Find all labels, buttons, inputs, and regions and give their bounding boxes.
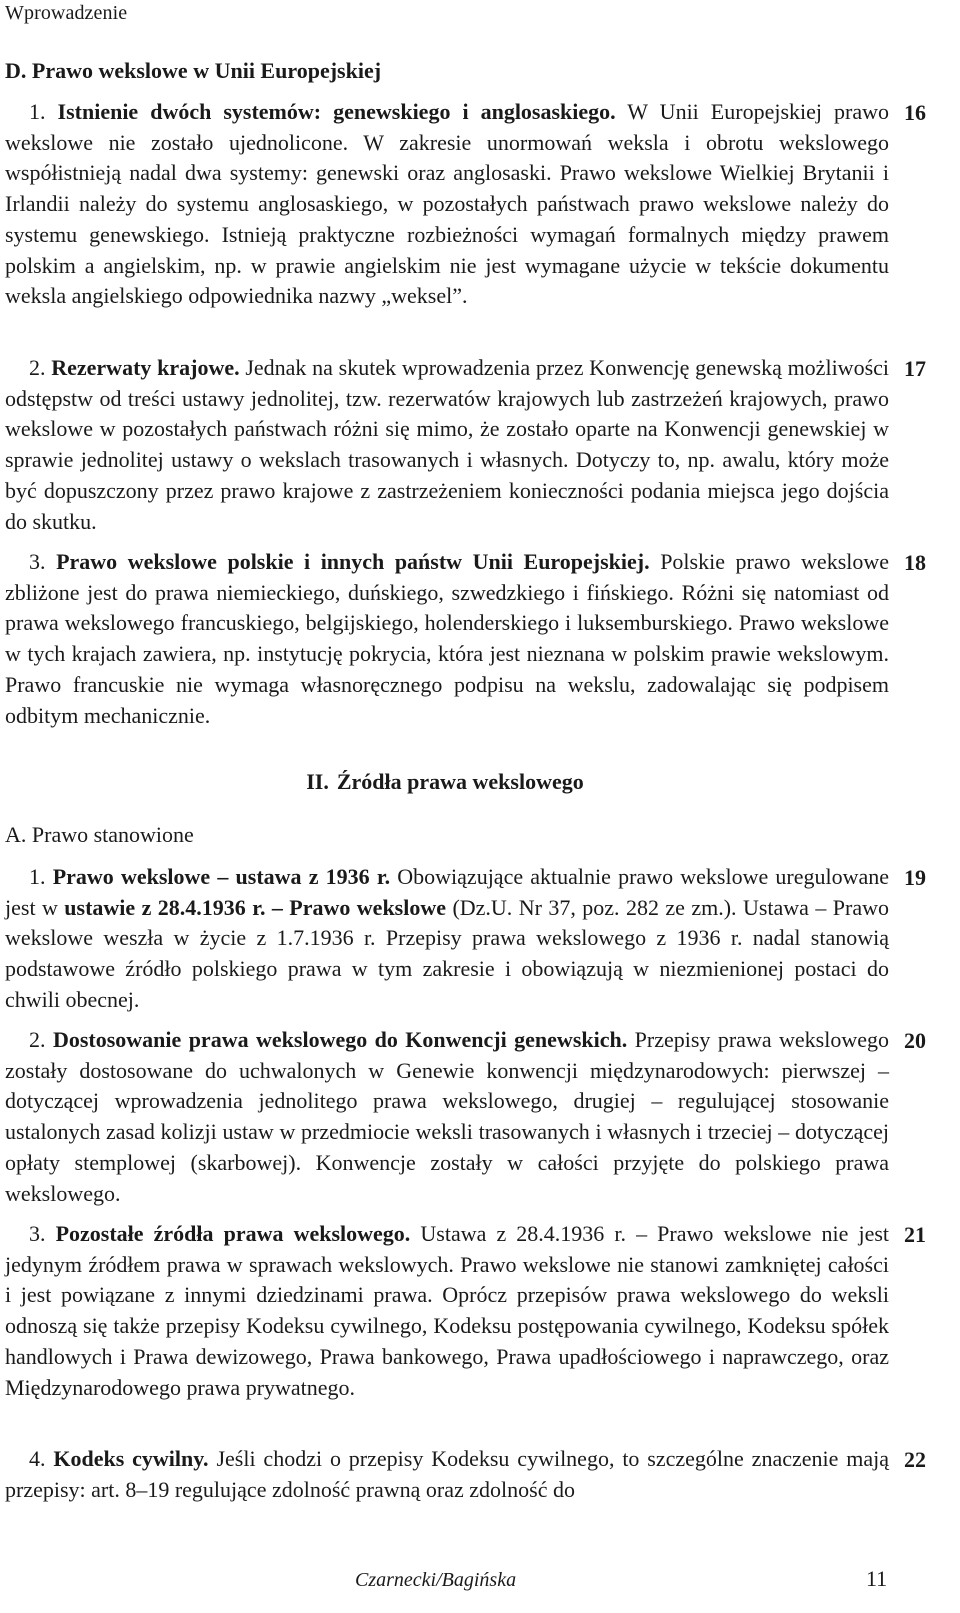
paragraph-heading: Kodeks cywilny. bbox=[53, 1446, 209, 1471]
margin-number-20: 20 bbox=[904, 1028, 926, 1053]
paragraph-text: Polskie prawo wekslowe zbliżone jest do prawa niemieckiego, duńskiego, szwedzkiego i fińskiego. Różni się natomiast od prawa wekslowego francuskiego, belgijskiego, holenderskiego i luksemburskiego. Prawo wekslowe w tych krajach zawiera, np. instytucję pokrycia, która jest nieznana w polskim prawie wekslowym. Prawo francuskie nie wymaga własnoręcznego podpisu na wekslu, zadowalając się podpisem odbitym mechanicznie. bbox=[5, 549, 890, 728]
running-header: Wprowadzenie bbox=[5, 2, 128, 24]
footer-authors: Czarnecki/Bagińska bbox=[355, 1569, 517, 1591]
paragraph-number: 2. bbox=[29, 355, 46, 380]
paragraph-20 bbox=[5, 1025, 889, 1209]
paragraph-heading: Rezerwaty krajowe. bbox=[51, 355, 240, 380]
paragraph-text: Ustawa z 28.4.1936 r. – Prawo wekslowe nie jest jedynym źródłem prawa w sprawach wekslowych. Prawo wekslowe nie stanowi zamkniętej całości i jest powiązane z innymi dziedzinami prawa. Oprócz przepisów prawa wekslowego do weksli odnoszą się także przepisy Kodeksu cywilnego, Kodeksu postępowania cywilnego, Kodeksu spółek handlowych i Prawa dewizowego, Prawa bankowego, Prawa upadłościowego i naprawczego, oraz Międzynarodowego prawa prywatnego. bbox=[5, 1221, 890, 1400]
paragraph-number: 1. bbox=[29, 99, 46, 124]
paragraph-number: 1. bbox=[29, 864, 46, 889]
section-title: D. Prawo wekslowe w Unii Europejskiej bbox=[5, 58, 382, 83]
margin-number-21: 21 bbox=[904, 1222, 926, 1247]
paragraph-text: Obowiązujące aktualnie prawo wekslowe uregulowane jest w bbox=[5, 864, 890, 920]
paragraph-text: W Unii Europejskiej prawo wekslowe nie zostało ujednolicone. W zakresie unormowań weksla i obrotu wekslowego współistnieją nadal dwa systemy: genewski oraz anglosaski. Prawo wekslowe Wielkiej Brytanii i Irlandii należy do systemu anglosaskiego, w pozostałych państwach prawo wekslowe należy do systemu genewskiego. Istnieją praktyczne rozbieżności wymagań formalnych między prawem polskim a angielskim, np. w prawie angielskim nie jest wymagane użycie w tekście dokumentu weksla angielskiego odpowiednika nazwy „weksel”. bbox=[5, 99, 889, 309]
paragraph-number: 3. bbox=[29, 1221, 46, 1246]
statute-reference: ustawie z 28.4.1936 r. – Prawo wekslowe bbox=[64, 894, 447, 920]
paragraph-number: 3. bbox=[29, 549, 46, 574]
paragraph-text-cont: (Dz.U. Nr 37, poz. 282 ze zm.). Ustawa – Prawo wekslowe weszła w życie z 1.7.1936 r. Przepisy prawa wekslowego z 1936 r. nadal stanowią podstawowe źródło polskiego prawa w tym zakresie i obowiązują w niezmienionej postaci do chwili obecnej. bbox=[5, 894, 889, 1012]
paragraph-text: Przepisy prawa wekslowego zostały dostosowane do uchwalonych w Genewie konwencji międzynarodowych: pierwszej – dotyczącej wprowadzenia jednolitego prawa wekslowego, drugiej – regulującej stosowanie ustalonych zasad kolizji ustaw w przedmiocie weksli trasowanych i własnych i trzeciej – dotyczącej opłaty stemplowej (skarbowej). Konwencje zostały w całości przyjęte do polskiego prawa wekslowego. bbox=[5, 1027, 890, 1206]
margin-number-19: 19 bbox=[904, 865, 926, 890]
chapter-title: Źródła prawa wekslowego bbox=[336, 769, 584, 794]
subsection-heading: A. Prawo stanowione bbox=[5, 822, 194, 847]
paragraph-heading: Prawo wekslowe polskie i innych państw Unii Europejskiej. bbox=[56, 549, 650, 574]
paragraph-17 bbox=[5, 353, 889, 537]
margin-number-22: 22 bbox=[904, 1447, 926, 1472]
chapter-number: II. bbox=[306, 769, 329, 794]
chapter-heading bbox=[0, 769, 890, 795]
paragraph-heading: Istnienie dwóch systemów: genewskiego i anglosaskiego. bbox=[57, 99, 616, 124]
margin-number-18: 18 bbox=[904, 550, 926, 575]
paragraph-18 bbox=[5, 547, 889, 731]
paragraph-21 bbox=[5, 1219, 889, 1403]
page-number: 11 bbox=[866, 1566, 888, 1591]
paragraph-16 bbox=[5, 97, 889, 312]
margin-number-17: 17 bbox=[904, 356, 926, 381]
paragraph-22 bbox=[5, 1444, 889, 1505]
paragraph-19 bbox=[5, 862, 889, 1016]
paragraph-heading: Prawo wekslowe – ustawa z 1936 r. bbox=[52, 864, 391, 889]
paragraph-heading: Pozostałe źródła prawa wekslowego. bbox=[55, 1221, 411, 1246]
margin-number-16: 16 bbox=[904, 100, 926, 125]
paragraph-text: Jeśli chodzi o przepisy Kodeksu cywilnego, to szczególne znaczenie mają przepisy: art. 8–19 regulujące zdolność prawną oraz zdolność do bbox=[5, 1446, 890, 1502]
paragraph-number: 4. bbox=[29, 1446, 46, 1471]
paragraph-text: Jednak na skutek wprowadzenia przez Konwencję genewską możliwości odstępstw od treści ustawy jednolitej, tzw. rezerwatów krajowych lub zastrzeżeń krajowych, prawo wekslowe w pozostałych państwach różni się mimo, że zostało oparte na Konwencji genewskiej w sprawie jednolitej ustawy o wekslach trasowanych i własnych. Dotyczy to, np. awalu, który może być dopuszczony przez prawo krajowe z zastrzeżeniem konieczności podania miejsca jego dojścia do skutku. bbox=[5, 355, 890, 534]
paragraph-heading: Dostosowanie prawa wekslowego do Konwencji genewskich. bbox=[52, 1027, 628, 1052]
paragraph-number: 2. bbox=[29, 1027, 46, 1052]
